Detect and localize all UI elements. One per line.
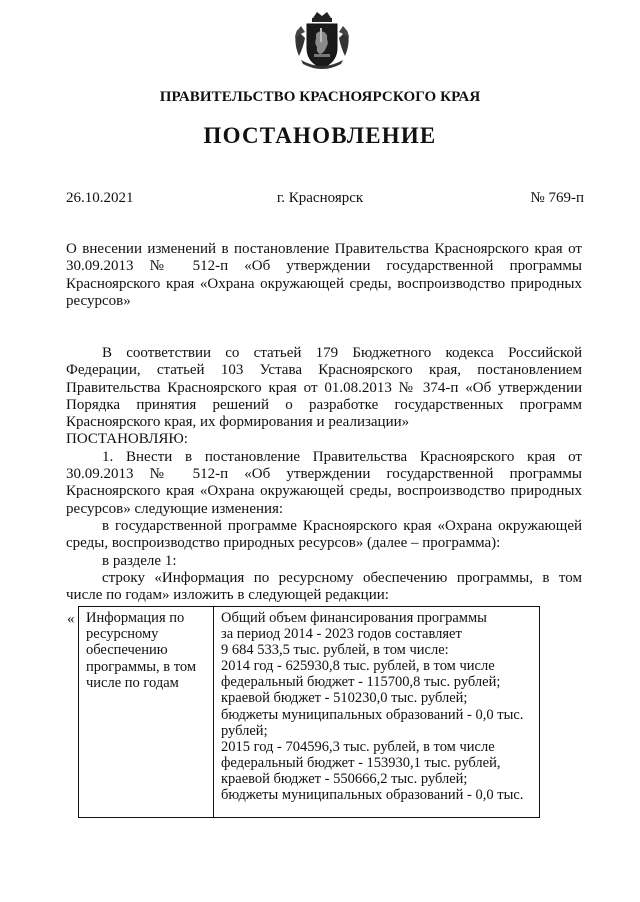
resolve-line: ПОСТАНОВЛЯЮ: — [66, 431, 188, 448]
document-body — [66, 345, 582, 604]
document-type-title: ПОСТАНОВЛЕНИЕ — [203, 123, 437, 148]
opening-quote: « — [67, 611, 75, 627]
preamble-paragraph: В соответствии со статьей 179 Бюджетного кодекса Российской Федерации, статьей 103 Устава Красноярского края, постановлением Правительства Красноярского края от 01.08.2013 № 374-п «Об утверждении Порядка принятия решений о разработке государственных программ Красноярского края, их формирования и реализации» — [66, 345, 582, 431]
program-reference-paragraph: в государственной программе Красноярского края «Охрана окружающей среды, воспроизводство природных ресурсов» (далее – программа): — [66, 517, 582, 552]
document-number: № 769-п — [530, 190, 584, 206]
coat-of-arms-icon — [291, 8, 353, 72]
table-line: за период 2014 - 2023 годов составляет — [221, 626, 462, 643]
table-line: бюджеты муниципальных образований - 0,0 тыс. — [221, 706, 524, 723]
resource-info-table — [78, 606, 540, 818]
document-subject: О внесении изменений в постановление Правительства Красноярского края от 30.09.2013 № 512-п «Об утверждении государственной программы Красноярского края «Охрана окружающей среды, воспроизводство природных ресурсов» — [66, 241, 582, 309]
government-title: ПРАВИТЕЛЬСТВО КРАСНОЯРСКОГО КРАЯ — [159, 89, 481, 105]
table-line: рублей; — [221, 722, 268, 739]
table-label-cell: Информация по ресурсному обеспечению программы, в том числе по годам — [79, 607, 214, 817]
table-line: 2014 год - 625930,8 тыс. рублей, в том числе — [221, 658, 495, 675]
table-line: федеральный бюджет - 153930,1 тыс. рублей, — [221, 754, 501, 771]
table-line: 9 684 533,5 тыс. рублей, в том числе: — [221, 642, 449, 659]
table-line: краевой бюджет - 510230,0 тыс. рублей; — [221, 690, 468, 707]
table-line: федеральный бюджет - 115700,8 тыс. рублей; — [221, 674, 501, 691]
table-line: 2015 год - 704596,3 тыс. рублей, в том числе — [221, 738, 495, 755]
table-line: Общий объем финансирования программы — [221, 610, 487, 626]
document-date: 26.10.2021 — [66, 190, 134, 206]
item-1-paragraph: 1. Внести в постановление Правительства Красноярского края от 30.09.2013 № 512-п «Об утверждении государственной программы Красноярского края «Охрана окружающей среды, воспроизводство природных ресурсов» следующие изменения: — [66, 448, 582, 517]
table-line: бюджеты муниципальных образований - 0,0 тыс. — [221, 787, 524, 804]
row-instruction-paragraph: строку «Информация по ресурсному обеспечению программы, в том числе по годам» изложить в следующей редакции: — [66, 569, 582, 604]
document-city: г. Красноярск — [276, 190, 364, 206]
section-paragraph: в разделе 1: — [102, 552, 177, 569]
table-line: краевой бюджет - 550666,2 тыс. рублей; — [221, 770, 468, 787]
table-value-cell — [214, 607, 539, 817]
